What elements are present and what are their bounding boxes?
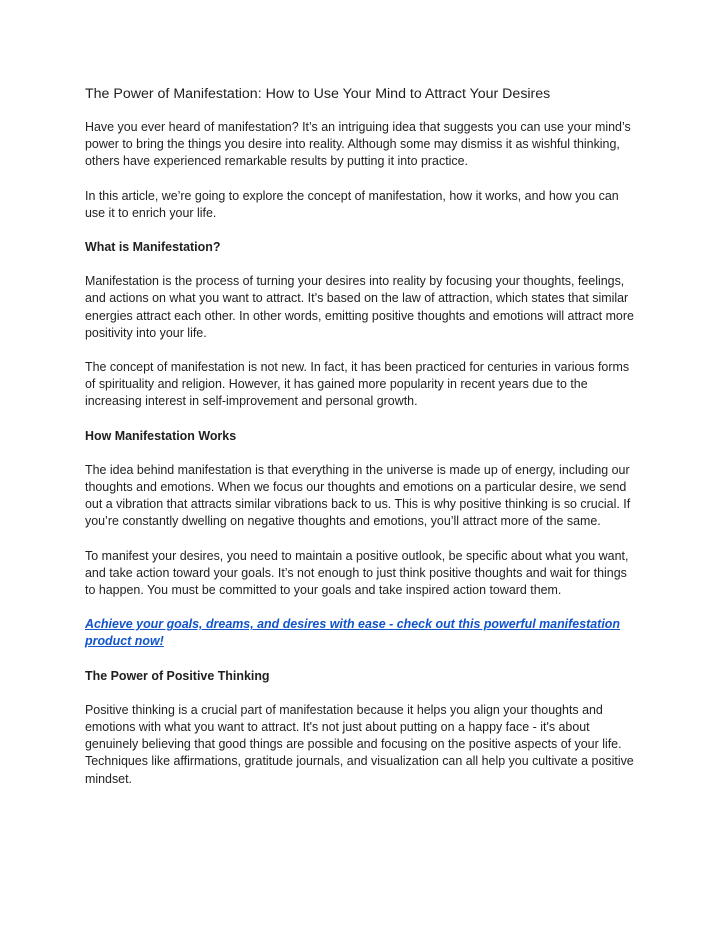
document-title: The Power of Manifestation: How to Use Your Mind to Attract Your Desires [85,86,551,102]
section1-paragraph-1: Manifestation is the process of turning your desires into reality by focusing your thoughts, feelings, and actions on what you want to attract. It’s based on the law of attraction, which states that similar energies attract each other. In other words, emitting positive thoughts and emotions will attract more positivity into your life. [85,274,634,340]
section2-paragraph-1: The idea behind manifestation is that everything in the universe is made up of energy, including our thoughts and emotions. When we focus our thoughts and emotions on a particular desire, we send out a vibration that attracts similar vibrations back to us. This is why positive thinking is so crucial. If you’re constantly dwelling on negative thoughts and emotions, you’ll attract more of the same. [85,462,631,529]
section2-paragraph-2: To manifest your desires, you need to maintain a positive outlook, be specific about what you want, and take action toward your goals. It’s not enough to just think positive thoughts and wait for things to happen. You must be committed to your goals and take inspired action toward them. [85,548,629,598]
promo-link[interactable]: Achieve your goals, dreams, and desires with ease - check out this powerful manifestation product now! [85,617,620,649]
section3-paragraph-1: Positive thinking is a crucial part of manifestation because it helps you align your thoughts and emotions with what you want to attract. It's not just about putting on a happy face - it's about genuinely believing that good things are possible and focusing on the positive aspects of your life. Techniques like affirmations, gratitude journals, and visualization can all help you cultivate a positive mindset. [85,702,634,786]
section-heading-how-manifestation-works: How Manifestation Works [85,428,237,443]
section1-paragraph-2: The concept of manifestation is not new. In fact, it has been practiced for centuries in various forms of spirituality and religion. However, it has gained more popularity in recent years due to the increasing interest in self-improvement and personal growth. [85,360,630,409]
intro-paragraph-2: In this article, we’re going to explore the concept of manifestation, how it works, and how you can use it to enrich your life. [85,188,619,220]
section-heading-power-of-positive-thinking: The Power of Positive Thinking [85,668,270,683]
promo-link-paragraph [85,616,636,650]
intro-paragraph-1: Have you ever heard of manifestation? It’s an intriguing idea that suggests you can use your mind’s power to bring the things you desire into reality. Although some may dismiss it as wishful thinking, others have experienced remarkable results by putting it into practice. [85,120,631,169]
section-heading-what-is-manifestation: What is Manifestation? [85,240,221,255]
